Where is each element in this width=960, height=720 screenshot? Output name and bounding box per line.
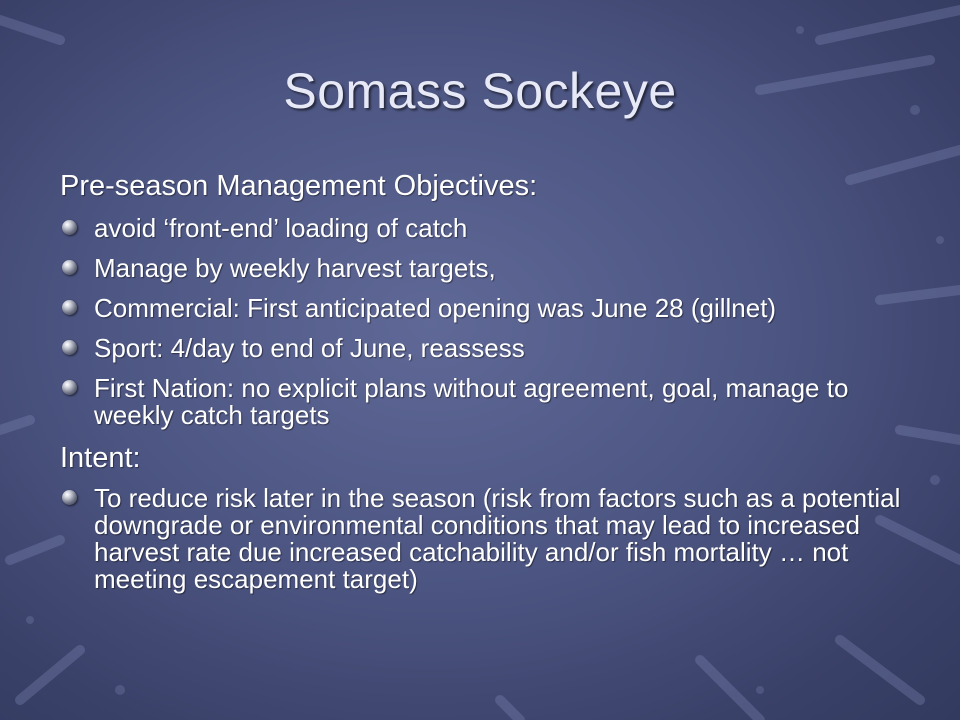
list-item <box>60 485 920 593</box>
slide-content <box>60 170 920 606</box>
sphere-bullet-icon <box>62 300 77 315</box>
section-heading-intent: Intent: <box>60 442 141 474</box>
sphere-bullet-icon <box>62 490 77 505</box>
list-item-text: Sport: 4/day to end of June, reassess <box>94 333 525 363</box>
list-item-text: To reduce risk later in the season (risk from factors such as a potential downgrade or environmental conditions that may lead to increased harvest rate due increased catchability and/or fish mortality … not meeting escapement target) <box>94 483 901 594</box>
list-item-text: Manage by weekly harvest targets, <box>94 253 496 283</box>
sphere-bullet-icon <box>62 340 77 355</box>
list-item-text: Commercial: First anticipated opening was June 28 (gillnet) <box>94 293 777 323</box>
list-item <box>60 215 920 242</box>
list-item <box>60 375 920 429</box>
list-item <box>60 295 920 322</box>
sphere-bullet-icon <box>62 380 77 395</box>
sphere-bullet-icon <box>62 220 77 235</box>
list-item <box>60 255 920 282</box>
list-item <box>60 335 920 362</box>
sphere-bullet-icon <box>62 260 77 275</box>
list-item-text: First Nation: no explicit plans without agreement, goal, manage to weekly catch targets <box>94 373 849 430</box>
intent-list <box>60 485 920 593</box>
objectives-list <box>60 215 920 429</box>
list-item-text: avoid ‘front-end’ loading of catch <box>94 213 468 243</box>
section-heading-objectives: Pre-season Management Objectives: <box>60 170 538 202</box>
slide-title: Somass Sockeye <box>283 63 677 119</box>
